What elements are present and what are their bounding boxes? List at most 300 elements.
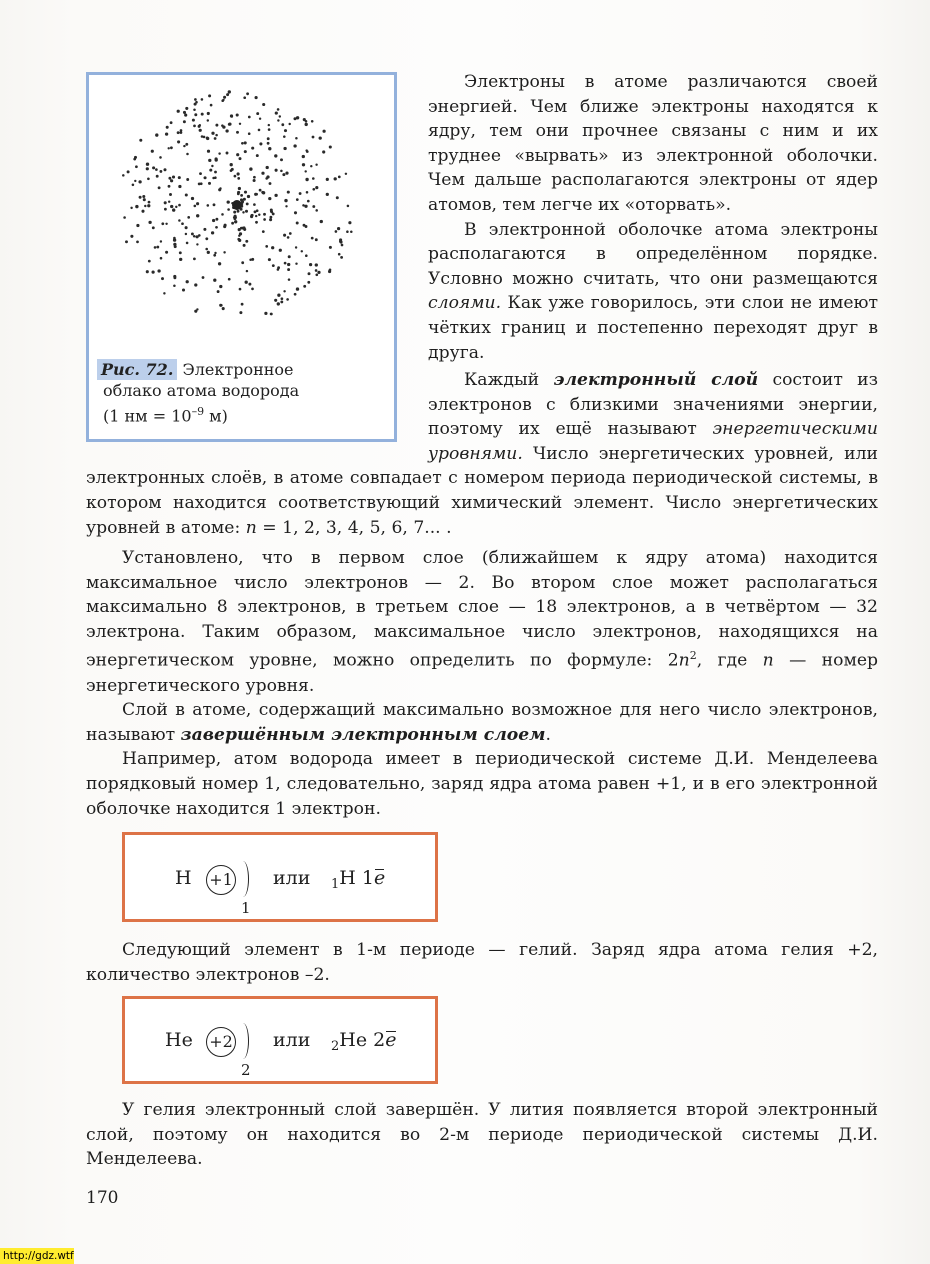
electron-dot [173, 276, 176, 279]
electron-dot [194, 310, 197, 313]
electron-dot [152, 166, 155, 169]
electron-dot [152, 271, 155, 274]
electron-dot [155, 168, 158, 171]
electron-dot [170, 146, 173, 149]
electron-dot [272, 264, 275, 267]
electron-dot [215, 124, 218, 127]
electron-dot [280, 170, 283, 173]
electron-dot [295, 246, 297, 248]
electron-dot [338, 253, 341, 256]
electron-dot [198, 125, 201, 128]
electron-dot [279, 115, 281, 117]
electron-dot [281, 297, 284, 300]
electron-dot [339, 240, 342, 243]
electron-dot [234, 175, 237, 178]
electron-dot [160, 257, 163, 260]
electron-dot [183, 120, 186, 123]
electron-dot [142, 195, 145, 198]
electron-dot [272, 212, 275, 215]
electron-dot [265, 245, 268, 248]
electron-dot [335, 230, 338, 233]
electron-dot [168, 177, 171, 180]
electron-dot [208, 182, 211, 185]
electron-dot [211, 132, 214, 135]
electron-dot [271, 246, 274, 249]
electron-dot [269, 182, 272, 185]
electron-dot [293, 117, 296, 120]
electron-dot [141, 210, 144, 213]
electron-dot [266, 166, 269, 169]
electron-dot [305, 178, 308, 181]
electron-dot [191, 197, 194, 200]
electron-dot [185, 107, 188, 110]
electron-dot [207, 119, 209, 121]
electron-dot [236, 113, 239, 116]
electron-dot [208, 159, 211, 162]
electron-dot [307, 200, 310, 203]
electron-dot [201, 113, 204, 116]
electron-dot [148, 201, 151, 204]
electron-dot [213, 254, 216, 257]
electron-dot [303, 224, 306, 227]
electron-dot [172, 175, 175, 178]
electron-dot [326, 178, 329, 181]
electron-dot [234, 220, 237, 223]
electron-dot [255, 215, 257, 217]
electron-dot [266, 175, 269, 178]
nucleus-charge: +1 [209, 870, 233, 889]
electron-dot [312, 205, 315, 208]
paragraph-5 [86, 698, 878, 747]
electron-symbol: e [374, 867, 386, 889]
electron-dot [286, 298, 289, 301]
electron-dot [288, 278, 291, 281]
electron-dot [262, 230, 265, 233]
electron-dot [231, 222, 234, 225]
atomic-number-index: 2 [331, 1039, 340, 1054]
electron-dot [196, 202, 199, 205]
electron-dot [312, 136, 315, 139]
electron-dot [258, 213, 260, 215]
electron-dot [319, 136, 322, 139]
electron-dot [143, 198, 146, 201]
electron-dot [225, 129, 228, 132]
element-symbol: He [339, 1029, 368, 1051]
electron-dot [244, 150, 247, 153]
electron-dot [127, 170, 130, 173]
electron-dot [123, 216, 126, 219]
electron-cloud-illustration [89, 75, 394, 355]
electron-dot [170, 121, 173, 124]
electron-dot [172, 208, 175, 211]
electron-dot [223, 251, 225, 253]
electron-dot [338, 176, 341, 179]
electron-dot [228, 122, 231, 125]
electron-dot [178, 204, 181, 207]
electron-dot [147, 177, 150, 180]
electron-dot [245, 281, 248, 284]
electron-dot [246, 92, 249, 95]
text-helium-block [86, 938, 878, 987]
electron-dot [134, 156, 137, 159]
electron-dot [193, 235, 196, 238]
electron-dot [212, 219, 215, 222]
electron-dot [249, 167, 252, 170]
electron-dot [255, 96, 258, 99]
electron-dot [203, 228, 206, 231]
electron-dot [161, 222, 164, 225]
electron-dot [146, 163, 149, 166]
electron-dot [285, 172, 288, 175]
electron-dot [196, 243, 198, 245]
electron-dot [251, 214, 254, 217]
electron-dot [183, 111, 186, 114]
electron-dot [199, 172, 202, 175]
electron-dot [337, 227, 340, 230]
electron-dot [305, 123, 308, 126]
electron-dot [243, 226, 246, 229]
electron-dot [139, 196, 142, 199]
p3-n: n [245, 517, 257, 538]
electron-dot [315, 186, 318, 189]
paragraph-2 [428, 218, 878, 366]
caption-line-3-prefix: (1 нм = 10 [103, 406, 192, 426]
electron-dot [253, 203, 256, 206]
electron-dot [209, 169, 212, 172]
electron-dot [296, 198, 299, 201]
electron-dot [251, 258, 254, 261]
electron-dot [312, 188, 315, 191]
electron-dot [283, 135, 286, 138]
electron-dot [148, 221, 151, 224]
electron-dot [215, 218, 218, 221]
electron-dot [341, 244, 344, 247]
electron-dot [246, 270, 248, 272]
electron-dot [303, 118, 306, 121]
electron-dot [213, 279, 216, 282]
electron-dot [125, 240, 128, 243]
electron-dot [258, 129, 261, 132]
electron-shell-arc [237, 861, 249, 897]
electron-dot [147, 204, 150, 207]
electron-dot [274, 194, 277, 197]
text-main-block [86, 546, 878, 821]
p2-text-b: Как уже говорилось, эти слои не имеют чётких границ и постепенно переходят друг в друга. [428, 293, 878, 363]
caption-exponent: –9 [191, 405, 205, 418]
paragraph-1: Электроны в атоме различаются своей энергией. Чем ближе электроны находятся к ядру, тем они прочнее связаны с ним и их труднее «вырвать» из электронной оболочки. Чем дальше располагаются электроны от ядер атомов, тем легче их «оторвать». [428, 72, 878, 215]
electron-dot [158, 186, 161, 189]
electron-dot [311, 120, 314, 123]
electron-dot [132, 184, 135, 187]
electron-dot [191, 232, 194, 235]
electron-dot [348, 221, 351, 224]
electron-dot [223, 96, 226, 99]
electron-dot [215, 158, 218, 161]
electron-dot [185, 233, 187, 235]
nucleus-charge-circle [206, 1027, 236, 1057]
electron-dot [224, 224, 227, 227]
electron-dot [263, 213, 266, 216]
electron-dot [237, 172, 240, 175]
electron-dot [288, 255, 291, 258]
electron-dot [245, 210, 248, 213]
term-energy-levels: энергетическими уровнями. [428, 419, 878, 464]
electron-dot [205, 237, 208, 240]
electron-dot [309, 263, 312, 266]
electron-dot [287, 263, 290, 266]
electron-dot [193, 109, 196, 112]
electron-dot [228, 278, 231, 281]
electron-dot [173, 238, 176, 241]
electron-dot [248, 116, 251, 119]
electron-dot [254, 193, 257, 196]
electron-dot [328, 270, 331, 273]
electron-dot [310, 165, 312, 167]
electron-dot [283, 290, 285, 292]
electron-dot [284, 262, 287, 265]
electron-dot [201, 135, 204, 138]
p4-exponent: 2 [689, 649, 697, 663]
electron-dot [311, 237, 314, 240]
electron-dot [230, 114, 233, 117]
atomic-number-index: 1 [331, 877, 340, 892]
electron-dot [259, 189, 262, 192]
electron-dot [317, 271, 320, 274]
electron-dot [221, 124, 224, 127]
electron-dot [206, 137, 209, 140]
electron-dot [277, 108, 280, 111]
text-right-column [428, 70, 878, 365]
p4-text-b: , где [696, 651, 763, 672]
electron-dot [193, 205, 196, 208]
electron-dot [227, 200, 230, 203]
electron-dot [241, 261, 244, 264]
electron-dot [243, 96, 246, 99]
electron-dot [239, 311, 242, 314]
p3-text-c: Число энергетических уровней, или электронных слоёв, в атоме совпадает с номером периода периодической системы, в котором находится соответствующий химический элемент. Число энергетических уровней в атоме: [86, 443, 878, 538]
electron-dot [215, 226, 218, 229]
electron-dot [264, 312, 267, 315]
electron-dot [239, 123, 241, 125]
figure-float-spacer [86, 368, 428, 466]
electron-dot [287, 268, 290, 271]
electron-dot [283, 234, 286, 237]
electron-dot [193, 258, 196, 261]
electron-dot [296, 222, 299, 225]
electron-dot [195, 101, 198, 104]
electron-dot [345, 173, 347, 175]
electron-dot [210, 104, 213, 107]
caption-line-3-suffix: м) [204, 406, 228, 426]
nucleus-charge-circle [206, 865, 236, 895]
electron-dot [285, 205, 287, 207]
electron-dot [315, 238, 318, 241]
electron-dot [178, 176, 181, 179]
electron-dot [239, 232, 242, 235]
electron-dot [198, 234, 201, 237]
electron-dot [221, 213, 224, 216]
electron-dot [294, 293, 297, 296]
electron-dot [241, 303, 244, 306]
electron-dot [277, 119, 279, 121]
paragraph-6: Например, атом водорода имеет в периодической системе Д.И. Менделеева порядковый номер 1, следовательно, заряд ядра атома равен +1, и в его электронной оболочке находится 1 электрон. [86, 749, 878, 819]
electron-dot [233, 211, 236, 214]
electron-dot [192, 119, 195, 122]
electron-dot [244, 191, 247, 194]
electron-dot [302, 155, 305, 158]
electron-dot [173, 285, 176, 288]
electron-dot [256, 112, 259, 115]
paragraph-8: У гелия электронный слой завершён. У лития появляется второй электронный слой, поэтому он находится во 2-м периоде периодической системы Д.И. Менделеева. [86, 1100, 878, 1170]
electron-dot [211, 231, 214, 234]
electron-dot [136, 241, 139, 244]
electron-dot [306, 191, 309, 194]
electron-dot [237, 238, 240, 241]
electron-dot [334, 177, 337, 180]
electron-dot [241, 142, 244, 145]
shell-electron-count: 2 [241, 1061, 251, 1079]
electron-dot [240, 194, 243, 197]
electron-dot [186, 178, 189, 181]
electron-dot [159, 170, 162, 173]
electron-dot [218, 152, 220, 154]
electron-dot [236, 153, 239, 156]
electron-dot [284, 129, 287, 132]
electron-dot [227, 208, 230, 211]
electron-dot [230, 169, 233, 172]
electron-dot [211, 165, 213, 167]
electron-dot [268, 147, 271, 150]
electron-dot [277, 266, 280, 269]
electron-coefficient: 1 [361, 867, 374, 889]
electron-dot [193, 125, 196, 128]
electron-dot [307, 281, 310, 284]
electron-dot [207, 251, 210, 254]
electron-dot [165, 223, 167, 225]
formula-h-symbol: H [175, 867, 192, 889]
electron-dot [296, 287, 299, 290]
electron-dot [151, 150, 154, 153]
electron-dot [146, 167, 149, 170]
electron-dot [259, 118, 261, 120]
electron-dot [185, 193, 188, 196]
electron-dot [204, 176, 207, 179]
p4-text-a: Установлено, что в первом слое (ближайшем к ядру атома) находится максимальное число электронов — 2. Во втором слое может располагаться максимально 8 электронов, в третьем слое — 18 электронов, а в четвёртом — 32 электрона. Таким образом, максимальное число электронов, находящихся на энергетическом уровне, можно определить по формуле: 2 [86, 548, 878, 672]
or-word: или [273, 1029, 311, 1051]
electron-dot [312, 177, 315, 180]
electron-dot [280, 158, 283, 161]
formula-box-helium [122, 996, 438, 1084]
electron-dot [186, 280, 189, 283]
electron-dot [138, 180, 141, 183]
formula-h-notation [331, 867, 386, 892]
electron-dot [243, 198, 246, 201]
electron-dot [239, 288, 242, 291]
electron-dot [198, 182, 201, 185]
electron-dot [305, 254, 308, 257]
electron-dot [315, 209, 318, 212]
electron-dot [186, 153, 189, 156]
electron-dot [134, 180, 136, 182]
electron-dot [155, 133, 158, 136]
electron-dot [262, 191, 265, 194]
electron-dot [267, 137, 270, 140]
paragraph-3 [86, 368, 878, 540]
electron-dot [340, 256, 343, 259]
electron-dot [152, 226, 155, 229]
electron-dot [168, 200, 170, 202]
electron-dot [295, 137, 298, 140]
electron-dot [284, 199, 287, 202]
p5-text-b: . [545, 724, 551, 745]
electron-dot [148, 260, 151, 263]
electron-dot [247, 195, 250, 198]
electron-dot [275, 112, 278, 115]
electron-dot [248, 283, 251, 286]
electron-dot [238, 228, 241, 231]
electron-dot [315, 163, 317, 165]
electron-dot [253, 176, 256, 179]
electron-dot [130, 207, 132, 209]
electron-dot [207, 150, 210, 153]
electron-dot [205, 248, 208, 251]
electron-dot [168, 147, 170, 149]
electron-dot [308, 272, 311, 275]
electron-dot [244, 141, 247, 144]
electron-dot [226, 152, 229, 155]
formula-box-hydrogen [122, 832, 438, 922]
electron-dot [256, 154, 259, 157]
electron-dot [156, 175, 159, 178]
element-symbol: H [339, 867, 356, 889]
electron-dot [270, 313, 273, 316]
electron-dot [226, 93, 229, 96]
electron-dot [135, 205, 138, 208]
electron-dot [270, 216, 273, 219]
electron-dot [218, 188, 221, 191]
electron-dot [315, 273, 318, 276]
electron-dot [194, 113, 197, 116]
electron-dot [347, 205, 350, 208]
electron-dot [218, 262, 221, 265]
electron-dot [238, 187, 241, 190]
electron-dot [239, 157, 242, 160]
caption-line-1: Электронное [182, 360, 294, 379]
electron-dot [262, 103, 265, 106]
electron-dot [122, 174, 125, 177]
electron-dot [177, 140, 180, 143]
electron-dot [280, 300, 283, 303]
electron-dot [199, 129, 202, 132]
electron-dot [194, 98, 197, 101]
electron-dot [196, 214, 199, 217]
term-electron-layer: электронный слой [553, 370, 759, 390]
electron-dot [163, 292, 165, 294]
electron-dot [161, 277, 164, 280]
electron-dot [170, 179, 173, 182]
electron-dot [268, 197, 271, 200]
p4-text-c: — номер энергетического уровня. [86, 651, 878, 696]
p5-text-a: Слой в атоме, содержащий максимально возможное для него число электронов, называют [86, 700, 878, 745]
p4-n2: n [762, 651, 774, 672]
p3-text-b: состоит из электронов с близкими значениями энергии, поэтому их ещё называют [428, 370, 878, 440]
electron-dot [180, 129, 183, 132]
electron-dot [293, 144, 296, 147]
electron-dot [251, 288, 254, 291]
electron-dot [315, 269, 318, 272]
electron-dot [154, 246, 157, 249]
electron-dot [251, 147, 254, 150]
